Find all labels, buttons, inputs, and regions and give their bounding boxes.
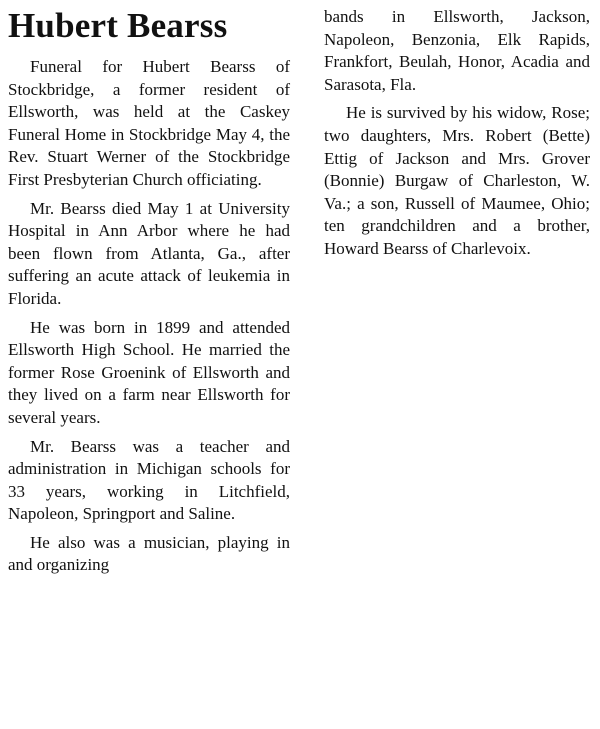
- paragraph-survivors: He is survived by his widow, Rose; two daughters, Mrs. Robert (Bette) Ettig of Jackson and Mrs. Grover (Bonnie) Burgaw of Charleston, W. Va.; a son, Russell of Maumee, Ohio; ten grandchildren and a brother, Howard Bearss of Charlevoix.: [324, 103, 590, 258]
- paragraph-birth: He was born in 1899 and attended Ellsworth High School. He married the former Rose Groenink of Ellsworth and they lived on a farm near Ellsworth for several years.: [8, 317, 290, 427]
- right-column: [324, 0, 590, 267]
- headline: Hubert Bearss: [8, 6, 228, 45]
- left-column: [8, 0, 290, 583]
- paragraph-funeral: Funeral for Hubert Bearss of Stockbridge, a former resident of Ellsworth, was held at the Caskey Funeral Home in Stockbridge May 4, the Rev. Stuart Werner of the Stockbridge First Presbyterian Church officiating.: [8, 57, 290, 189]
- paragraph-musician-start: He also was a musician, playing in and organizing: [8, 532, 290, 575]
- paragraph-career: Mr. Bearss was a teacher and administration in Michigan schools for 33 years, working in Litchfield, Napoleon, Springport and Saline.: [8, 436, 290, 524]
- paragraph-musician-continued: bands in Ellsworth, Jackson, Napoleon, Benzonia, Elk Rapids, Frankfort, Beulah, Honor, Acadia and Sarasota, Fla.: [324, 7, 590, 94]
- paragraph-death: Mr. Bearss died May 1 at University Hospital in Ann Arbor where he had been flown from Atlanta, Ga., after suffering an acute attack of leukemia in Florida.: [8, 198, 290, 308]
